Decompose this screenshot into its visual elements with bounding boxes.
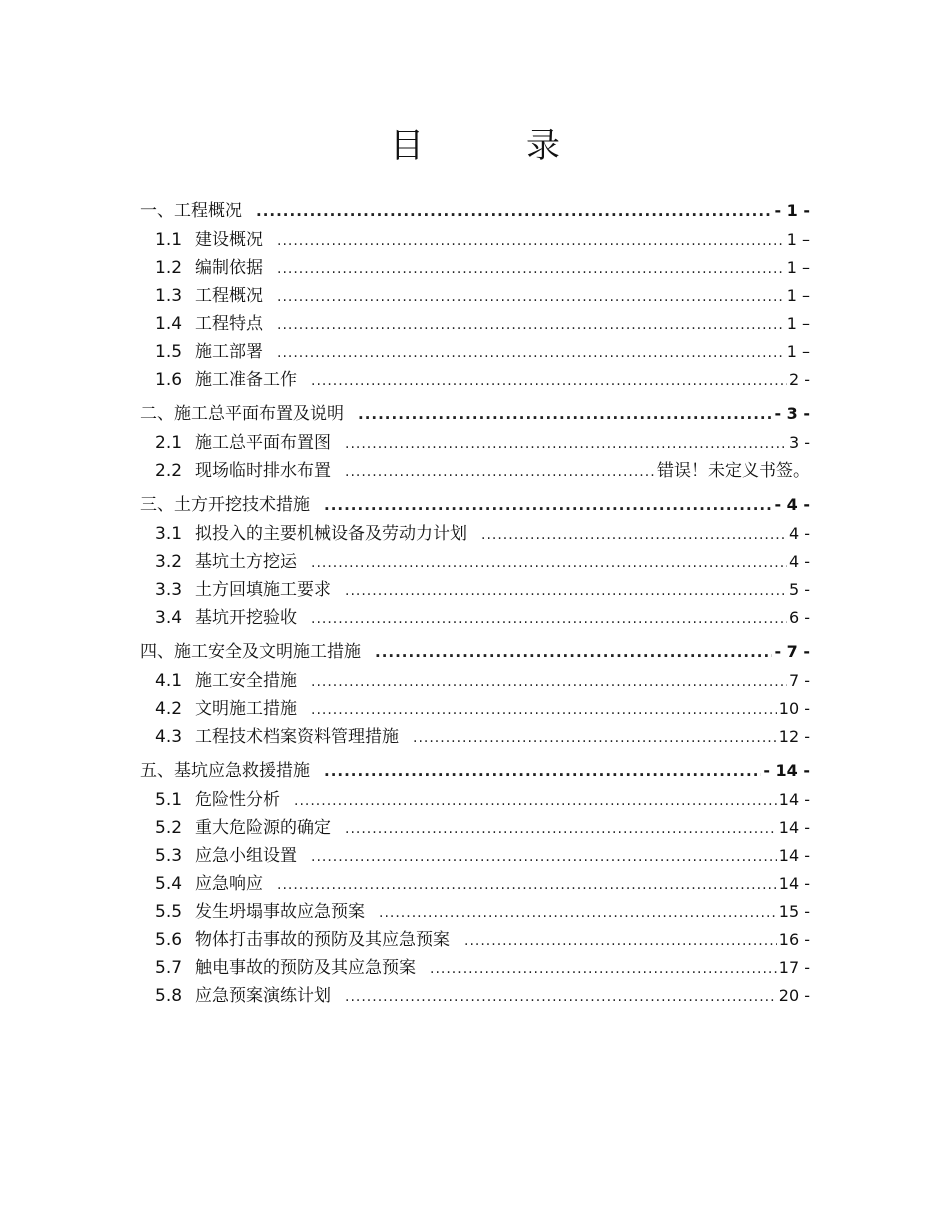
toc-entry-title: 重大危险源的确定 — [195, 818, 331, 838]
toc-entry-title: 应急小组设置 — [195, 846, 297, 866]
toc-entry-number: 5.3 — [155, 846, 183, 866]
toc-page-number: 14 - — [778, 874, 810, 893]
toc-page-number: 1 – — [786, 314, 810, 333]
dot-leader — [277, 311, 785, 339]
toc-entry-number: 5.4 — [155, 874, 183, 894]
dot-leader — [256, 196, 772, 226]
toc-page-number: 1 – — [786, 258, 810, 277]
toc-chapter-entry[interactable] — [140, 399, 810, 429]
toc-section-entry[interactable] — [140, 723, 810, 751]
toc-entry-title: 土方回填施工要求 — [195, 580, 331, 600]
dot-leader — [311, 843, 777, 871]
toc-entry-number: 5.1 — [155, 790, 183, 810]
toc-entry-title: 一、工程概况 — [140, 201, 242, 221]
toc-section-entry[interactable] — [140, 548, 810, 576]
toc-entry-number: 4.2 — [155, 699, 183, 719]
toc-entry-number: 1.6 — [155, 370, 183, 390]
toc-entry-number: 1.2 — [155, 258, 183, 278]
toc-entry-title: 危险性分析 — [195, 790, 280, 810]
toc-entry-title: 触电事故的预防及其应急预案 — [195, 958, 416, 978]
page-title: 目 录 — [390, 126, 594, 166]
toc-entry-title: 基坑开挖验收 — [195, 608, 297, 628]
toc-entry-number: 3.2 — [155, 552, 183, 572]
dot-leader — [379, 899, 777, 927]
dot-leader — [464, 927, 777, 955]
toc-page-number: 1 – — [786, 230, 810, 249]
toc-chapter-entry[interactable] — [140, 637, 810, 667]
toc-entry-title: 施工总平面布置图 — [195, 433, 331, 453]
toc-section-entry[interactable] — [140, 786, 810, 814]
toc-section-entry[interactable] — [140, 926, 810, 954]
toc-entry-number: 1.4 — [155, 314, 183, 334]
toc-entry-title: 三、土方开挖技术措施 — [140, 495, 310, 515]
dot-leader — [294, 787, 777, 815]
dot-leader — [324, 490, 772, 520]
dot-leader — [311, 668, 787, 696]
toc-page-number: 14 - — [778, 790, 810, 809]
toc-entry-number: 1.5 — [155, 342, 183, 362]
dot-leader — [277, 283, 785, 311]
toc-entry-title: 拟投入的主要机械设备及劳动力计划 — [195, 524, 467, 544]
toc-page-number: 错误！未定义书签。 — [657, 461, 810, 481]
toc-chapter-entry[interactable] — [140, 756, 810, 786]
toc-entry-title: 五、基坑应急救援措施 — [140, 761, 310, 781]
toc-section-entry[interactable] — [140, 338, 810, 366]
toc-page-number: 17 - — [778, 958, 810, 977]
dot-leader — [324, 756, 761, 786]
toc-section-entry[interactable] — [140, 310, 810, 338]
toc-page-number: 3 - — [788, 433, 810, 452]
toc-entry-title: 文明施工措施 — [195, 699, 297, 719]
toc-entry-number: 3.1 — [155, 524, 183, 544]
toc-chapter-entry[interactable] — [140, 196, 810, 226]
toc-section-entry[interactable] — [140, 604, 810, 632]
dot-leader — [311, 696, 777, 724]
toc-page-number: 12 - — [778, 727, 810, 746]
toc-page-number: 14 - — [778, 846, 810, 865]
toc-section-entry[interactable] — [140, 226, 810, 254]
toc-entry-number: 5.7 — [155, 958, 183, 978]
toc-page-number: 4 - — [788, 552, 810, 571]
toc-entry-number: 5.2 — [155, 818, 183, 838]
toc-entry-title: 现场临时排水布置 — [195, 461, 331, 481]
toc-section-entry[interactable] — [140, 982, 810, 1010]
toc-page-number: 14 - — [778, 818, 810, 837]
toc-entry-number: 1.3 — [155, 286, 183, 306]
dot-leader — [277, 871, 777, 899]
toc-section-entry[interactable] — [140, 520, 810, 548]
dot-leader — [277, 255, 785, 283]
toc-section-entry[interactable] — [140, 695, 810, 723]
toc-page-number: - 3 - — [774, 404, 810, 423]
toc-section-entry[interactable] — [140, 814, 810, 842]
toc-page-number: 6 - — [788, 608, 810, 627]
toc-entry-number: 5.5 — [155, 902, 183, 922]
dot-leader — [430, 955, 777, 983]
toc-entry-number: 4.1 — [155, 671, 183, 691]
toc-page-number: 20 - — [778, 986, 810, 1005]
toc-page-number: 1 – — [786, 342, 810, 361]
toc-section-entry[interactable] — [140, 842, 810, 870]
toc-entry-number: 3.4 — [155, 608, 183, 628]
toc-entry-title: 应急响应 — [195, 874, 263, 894]
toc-page-number: 10 - — [778, 699, 810, 718]
toc-page-number: - 14 - — [763, 761, 810, 780]
toc-page-number: 7 - — [788, 671, 810, 690]
toc-page-number: - 1 - — [774, 201, 810, 220]
toc-page-number: 16 - — [778, 930, 810, 949]
table-of-contents — [140, 196, 810, 1010]
toc-section-entry[interactable] — [140, 457, 810, 485]
dot-leader — [345, 983, 777, 1011]
toc-section-entry[interactable] — [140, 576, 810, 604]
toc-page-number: 4 - — [788, 524, 810, 543]
toc-page-number: 15 - — [778, 902, 810, 921]
toc-section-entry[interactable] — [140, 282, 810, 310]
toc-section-entry[interactable] — [140, 954, 810, 982]
toc-entry-number: 5.6 — [155, 930, 183, 950]
dot-leader — [413, 724, 777, 752]
dot-leader — [311, 549, 787, 577]
toc-section-entry[interactable] — [140, 667, 810, 695]
toc-entry-title: 工程概况 — [195, 286, 263, 306]
toc-page-number: 2 - — [788, 370, 810, 389]
dot-leader — [345, 577, 787, 605]
toc-entry-title: 工程特点 — [195, 314, 263, 334]
toc-entry-title: 建设概况 — [195, 230, 263, 250]
dot-leader — [311, 367, 787, 395]
toc-section-entry[interactable] — [140, 366, 810, 394]
toc-entry-number: 5.8 — [155, 986, 183, 1006]
toc-entry-number: 2.2 — [155, 461, 183, 481]
toc-entry-number: 3.3 — [155, 580, 183, 600]
dot-leader — [345, 430, 787, 458]
toc-entry-title: 应急预案演练计划 — [195, 986, 331, 1006]
toc-entry-title: 施工安全措施 — [195, 671, 297, 691]
dot-leader — [311, 605, 787, 633]
dot-leader — [481, 521, 787, 549]
toc-entry-title: 编制依据 — [195, 258, 263, 278]
toc-page-number: - 4 - — [774, 495, 810, 514]
toc-page-number: 5 - — [788, 580, 810, 599]
toc-section-entry[interactable] — [140, 254, 810, 282]
toc-section-entry[interactable] — [140, 870, 810, 898]
toc-entry-title: 施工部署 — [195, 342, 263, 362]
toc-entry-number: 1.1 — [155, 230, 183, 250]
toc-entry-number: 4.3 — [155, 727, 183, 747]
toc-entry-title: 基坑土方挖运 — [195, 552, 297, 572]
toc-entry-title: 四、施工安全及文明施工措施 — [140, 642, 361, 662]
dot-leader — [345, 815, 777, 843]
dot-leader — [277, 227, 785, 255]
toc-entry-title: 二、施工总平面布置及说明 — [140, 404, 344, 424]
toc-entry-title: 工程技术档案资料管理措施 — [195, 727, 399, 747]
toc-entry-title: 发生坍塌事故应急预案 — [195, 902, 365, 922]
toc-chapter-entry[interactable] — [140, 490, 810, 520]
toc-section-entry[interactable] — [140, 898, 810, 926]
dot-leader — [277, 339, 785, 367]
dot-leader — [358, 399, 772, 429]
toc-entry-title: 物体打击事故的预防及其应急预案 — [195, 930, 450, 950]
toc-entry-number: 2.1 — [155, 433, 183, 453]
toc-section-entry[interactable] — [140, 429, 810, 457]
toc-page-number: - 7 - — [774, 642, 810, 661]
dot-leader — [345, 458, 655, 486]
dot-leader — [375, 637, 772, 667]
toc-page-number: 1 – — [786, 286, 810, 305]
toc-entry-title: 施工准备工作 — [195, 370, 297, 390]
